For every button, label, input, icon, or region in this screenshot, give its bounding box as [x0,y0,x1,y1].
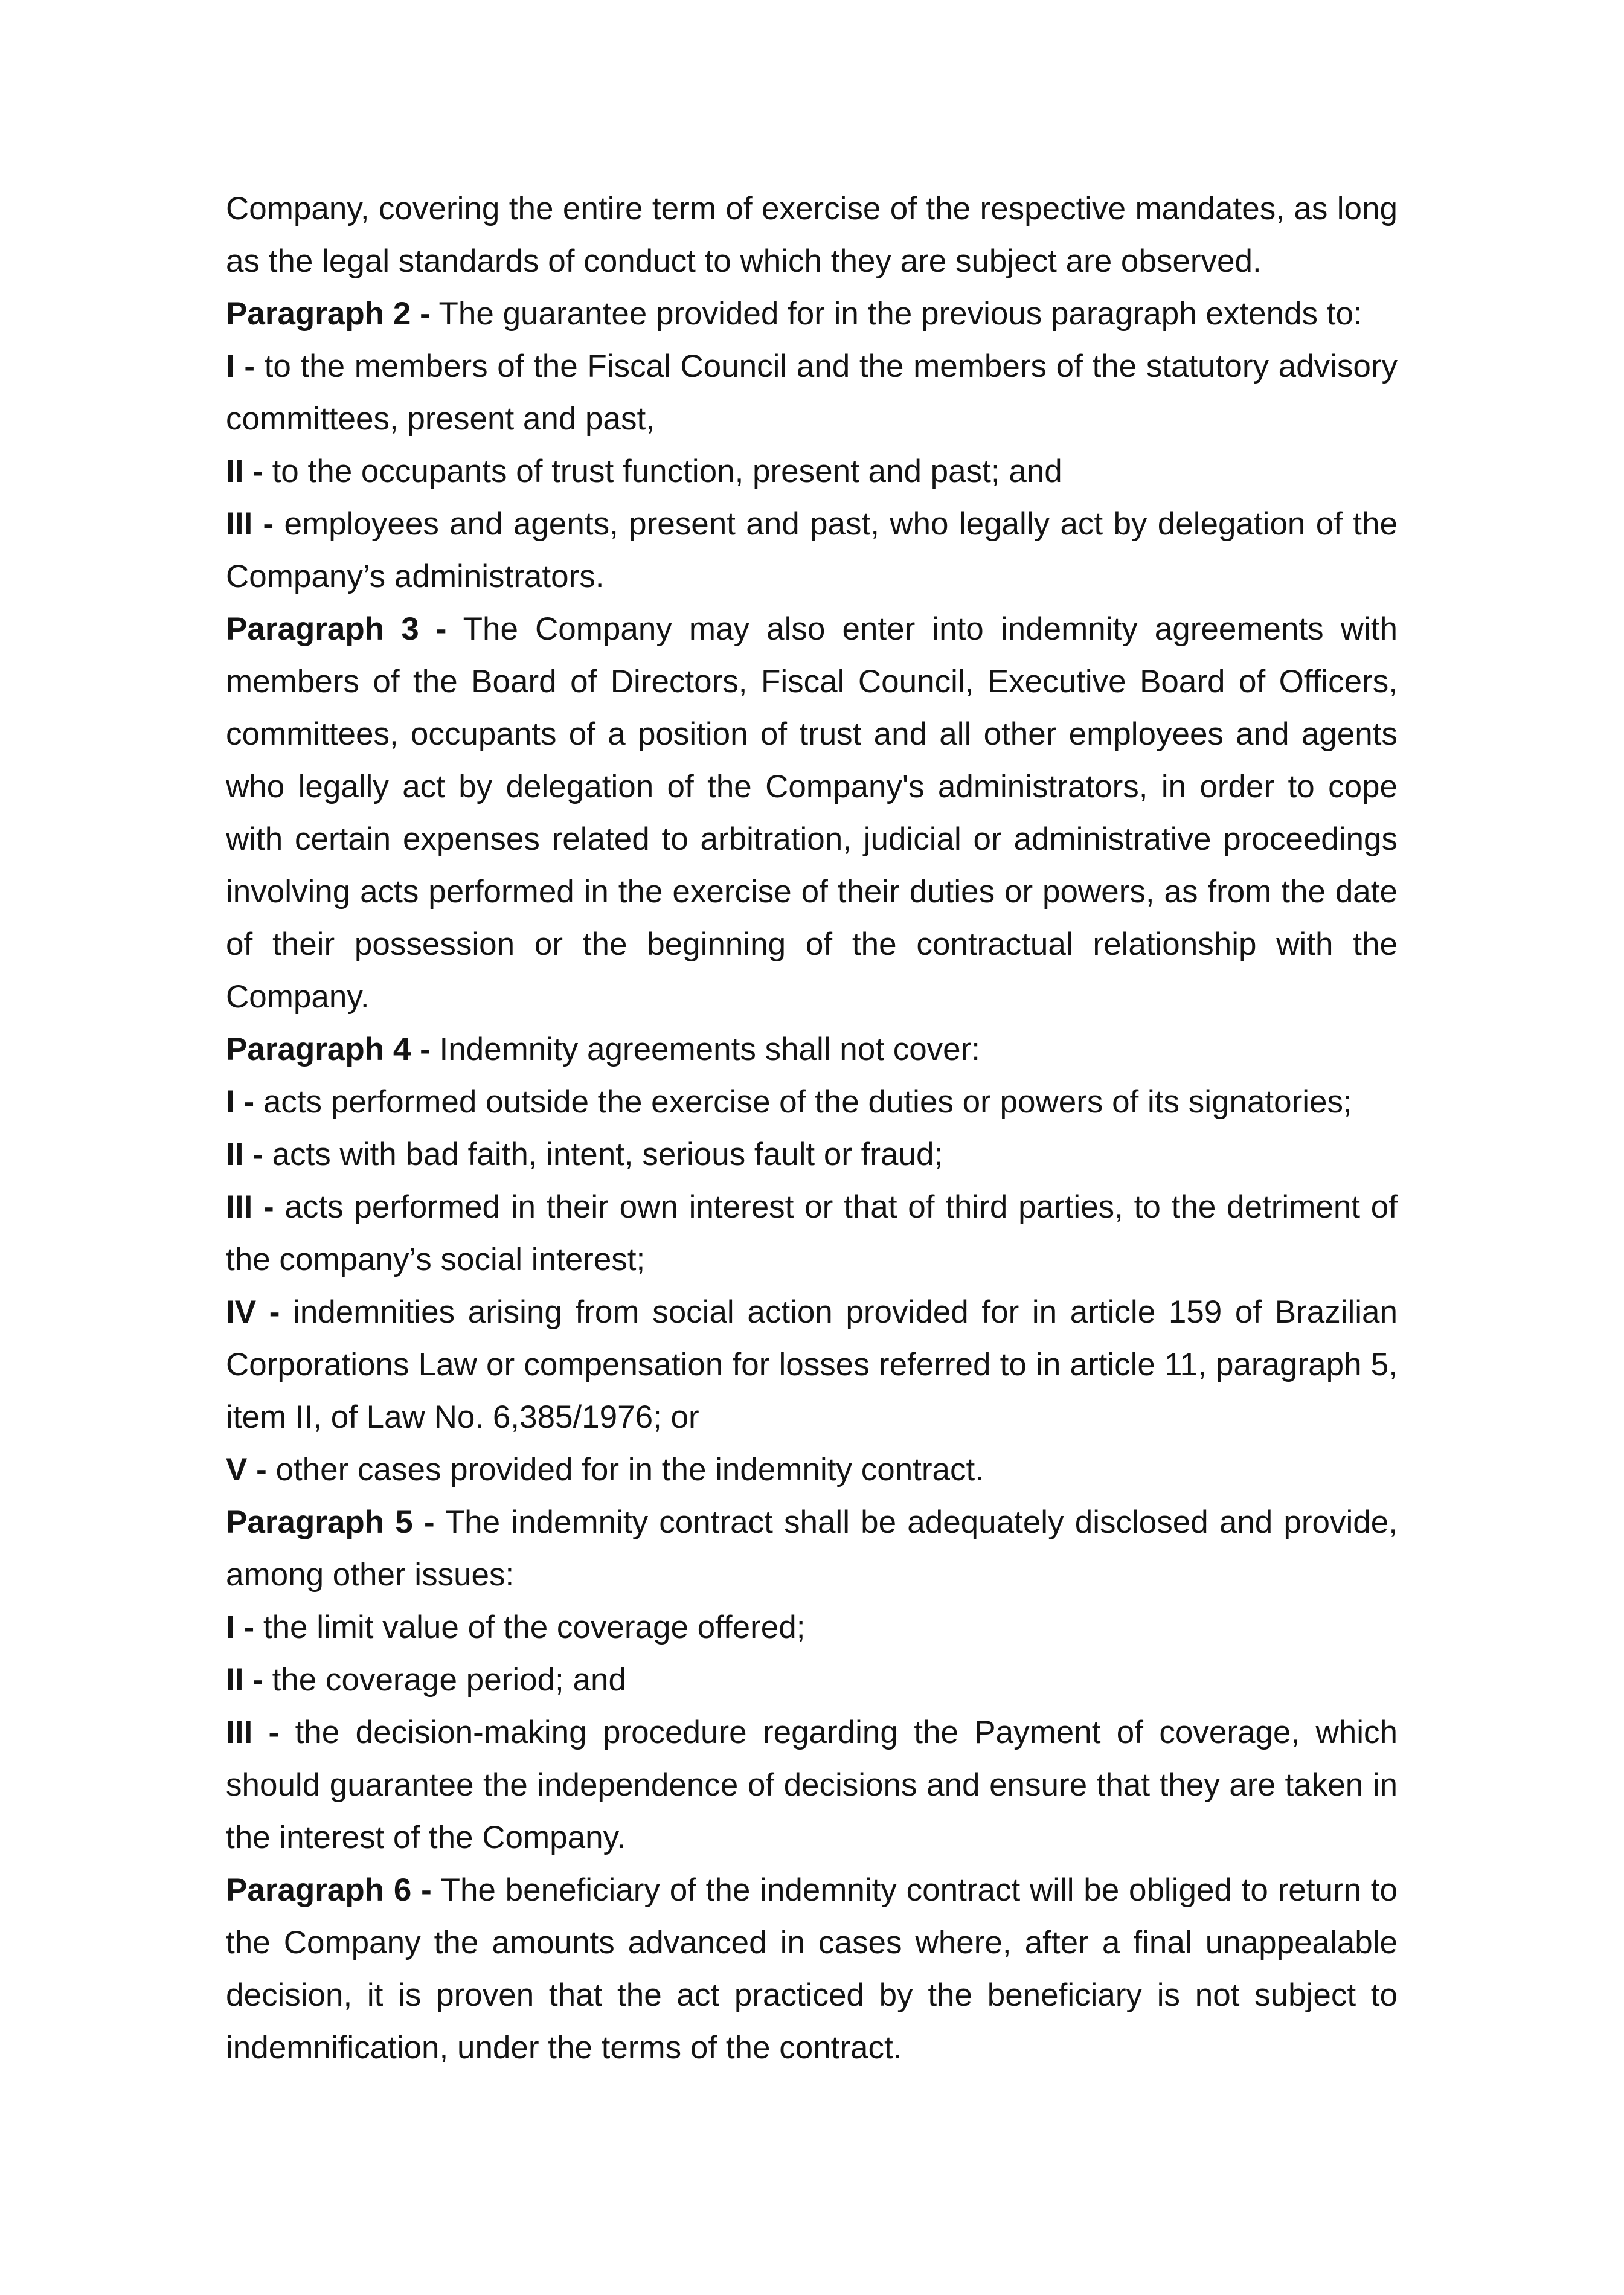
paragraph-6 [226,1864,1398,2074]
paragraph-4-item-i [226,1076,1398,1128]
paragraph-5-item-ii [226,1654,1398,1706]
item-text: the limit value of the coverage offered; [263,1610,806,1645]
item-text: employees and agents, present and past, who legally act by delegation of the Company’s administrators. [226,506,1398,594]
paragraph-5-item-iii [226,1706,1398,1864]
paragraph-label: Paragraph 4 - [226,1032,431,1067]
paragraph-3 [226,603,1398,1023]
paragraph-text: Company, covering the entire term of exercise of the respective mandates, as long as the legal standards of conduct to which they are subject are observed. [226,191,1398,279]
item-label: III - [226,506,274,542]
paragraph-5 [226,1496,1398,1601]
paragraph-text: The guarantee provided for in the previous paragraph extends to: [438,296,1362,332]
paragraph-4 [226,1023,1398,1076]
paragraph-2-item-ii [226,445,1398,498]
item-label: III - [226,1715,280,1750]
item-text: acts performed in their own interest or that of third parties, to the detriment of the company’s social interest; [226,1189,1398,1277]
paragraph-2 [226,287,1398,340]
item-label: III - [226,1189,274,1225]
item-label: I - [226,1084,255,1120]
paragraph-4-item-ii [226,1128,1398,1181]
item-text: indemnities arising from social action provided for in article 159 of Brazilian Corporations Law or compensation for losses referred to in article 11, paragraph 5, item II, of Law No. 6,385/1976; or [226,1294,1398,1435]
item-text: other cases provided for in the indemnity contract. [275,1452,984,1488]
item-label: II - [226,1662,263,1698]
paragraph-text: The beneficiary of the indemnity contract will be obliged to return to the Company the amounts advanced in cases where, after a final unappealable decision, it is proven that the act practiced by the beneficiary is not subject to indemnification, under the terms of the contract. [226,1872,1398,2066]
item-text: acts with bad faith, intent, serious fault or fraud; [272,1137,943,1172]
item-label: IV - [226,1294,280,1330]
item-text: the coverage period; and [272,1662,626,1698]
paragraph-text: The indemnity contract shall be adequately disclosed and provide, among other issues: [226,1504,1398,1593]
item-text: acts performed outside the exercise of the duties or powers of its signatories; [263,1084,1352,1120]
paragraph-2-item-i [226,340,1398,445]
item-label: I - [226,1610,255,1645]
item-text: to the occupants of trust function, present and past; and [272,454,1062,489]
paragraph-label: Paragraph 6 - [226,1872,432,1908]
item-text: the decision-making procedure regarding the Payment of coverage, which should guarantee the independence of decisions and ensure that they are taken in the interest of the Company. [226,1715,1398,1855]
paragraph-label: Paragraph 2 - [226,296,431,332]
item-text: to the members of the Fiscal Council and the members of the statutory advisory committees, present and past, [226,348,1398,437]
item-label: II - [226,454,263,489]
paragraph-text: The Company may also enter into indemnity agreements with members of the Board of Directors, Fiscal Council, Executive Board of Officers, committees, occupants of a position of trust and all other employees and agents who legally act by delegation of the Company's administrators, in order to cope with certain expenses related to arbitration, judicial or administrative proceedings involving acts performed in the exercise of their duties or powers, as from the date of their possession or the beginning of the contractual relationship with the Company. [226,611,1398,1015]
item-label: I - [226,348,255,384]
paragraph-text: Indemnity agreements shall not cover: [439,1032,981,1067]
item-label: II - [226,1137,263,1172]
paragraph-4-item-iii [226,1181,1398,1286]
document-body [226,182,1398,2074]
paragraph-continuation [226,182,1398,287]
paragraph-2-item-iii [226,498,1398,603]
paragraph-4-item-v [226,1443,1398,1496]
paragraph-5-item-i [226,1601,1398,1654]
paragraph-label: Paragraph 3 - [226,611,447,647]
paragraph-label: Paragraph 5 - [226,1504,435,1540]
item-label: V - [226,1452,267,1488]
paragraph-4-item-iv [226,1286,1398,1443]
